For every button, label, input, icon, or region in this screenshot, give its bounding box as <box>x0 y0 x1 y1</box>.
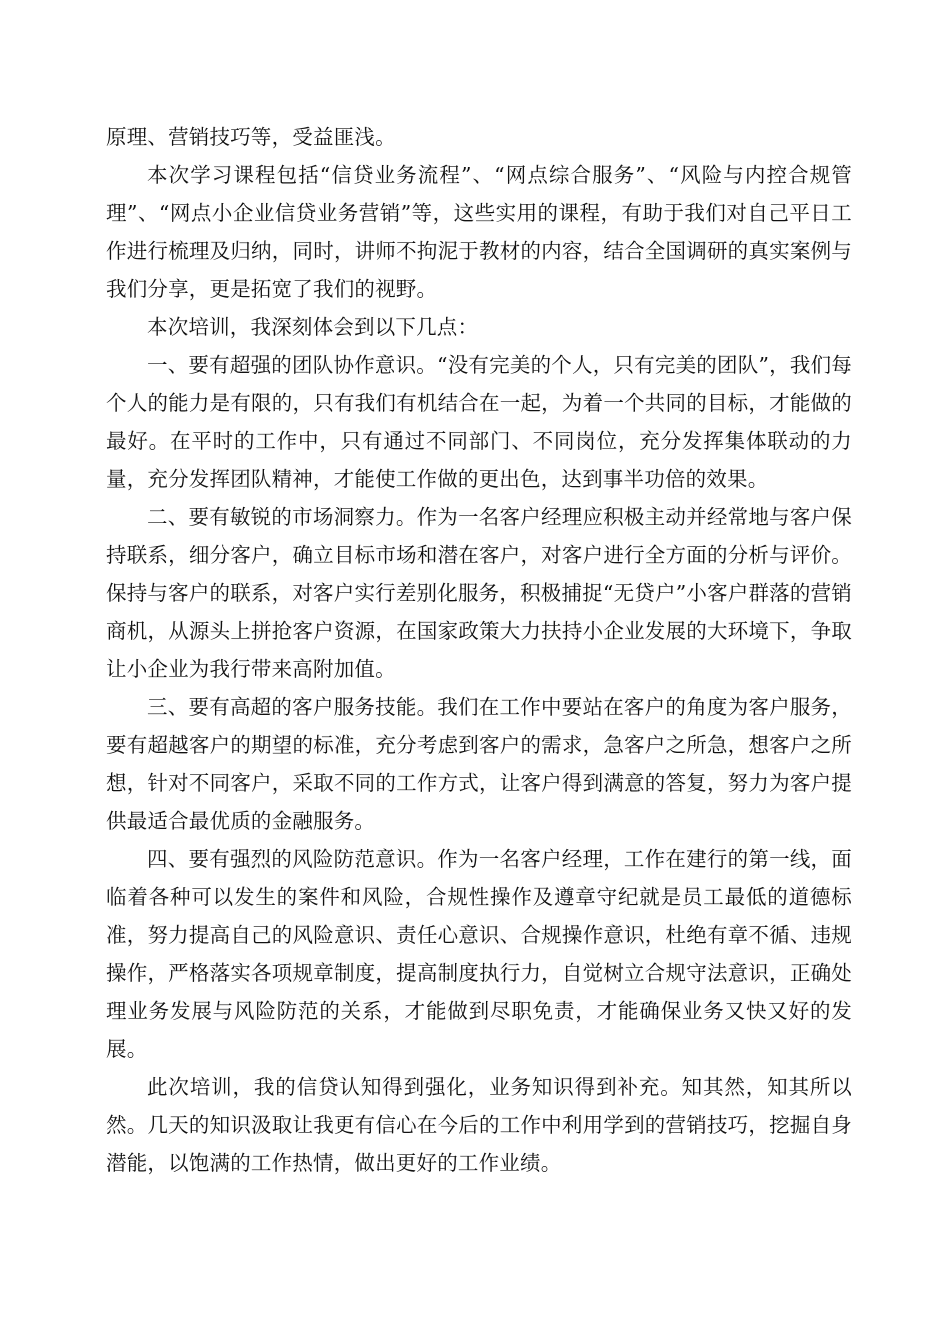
document-body <box>106 118 852 1182</box>
paragraph-point-risk: 四、要有强烈的风险防范意识。作为一名客户经理，工作在建行的第一线，面临着各种可以发生的案件和风险，合规性操作及遵章守纪就是员工最低的道德标准，努力提高自己的风险意识、责任心意识、合规操作意识，杜绝有章不循、违规操作，严格落实各项规章制度，提高制度执行力，自觉树立合规守法意识，正确处理业务发展与风险防范的关系，才能做到尽职免责，才能确保业务又快又好的发展。 <box>106 847 852 1061</box>
paragraph-course-list: 本次学习课程包括“信贷业务流程”、“网点综合服务”、“风险与内控合规管理”、“网点小企业信贷业务营销”等，这些实用的课程，有助于我们对自己平日工作进行梳理及归纳，同时，讲师不拘泥于教材的内容，结合全国调研的真实案例与我们分享，更是拓宽了我们的视野。 <box>106 163 852 301</box>
paragraph-point-teamwork: 一、要有超强的团队协作意识。“没有完美的个人，只有完美的团队”，我们每个人的能力是有限的，只有我们有机结合在一起，为着一个共同的目标，才能做的最好。在平时的工作中，只有通过不同部门、不同岗位，充分发挥集体联动的力量，充分发挥团队精神，才能使工作做的更出色，达到事半功倍的效果。 <box>106 353 852 491</box>
paragraph-conclusion: 此次培训，我的信贷认知得到强化，业务知识得到补充。知其然，知其所以然。几天的知识汲取让我更有信心在今后的工作中利用学到的营销技巧，挖掘自身潜能，以饱满的工作热情，做出更好的工作业绩。 <box>106 1075 852 1175</box>
paragraph-point-service: 三、要有高超的客户服务技能。我们在工作中要站在客户的角度为客户服务，要有超越客户的期望的标准，充分考虑到客户的需求，急客户之所急，想客户之所想，针对不同客户，采取不同的工作方式，让客户得到满意的答复，努力为客户提供最适合最优质的金融服务。 <box>106 695 852 833</box>
paragraph-insights-intro: 本次培训，我深刻体会到以下几点： <box>147 315 479 339</box>
paragraph-continuation: 原理、营销技巧等，受益匪浅。 <box>106 125 396 149</box>
paragraph-point-market: 二、要有敏锐的市场洞察力。作为一名客户经理应积极主动并经常地与客户保持联系，细分客户，确立目标市场和潜在客户，对客户进行全方面的分析与评价。保持与客户的联系，对客户实行差别化服务，积极捕捉“无贷户”小客户群落的营销商机，从源头上拼抢客户资源，在国家政策大力扶持小企业发展的大环境下，争取让小企业为我行带来高附加值。 <box>106 505 852 681</box>
